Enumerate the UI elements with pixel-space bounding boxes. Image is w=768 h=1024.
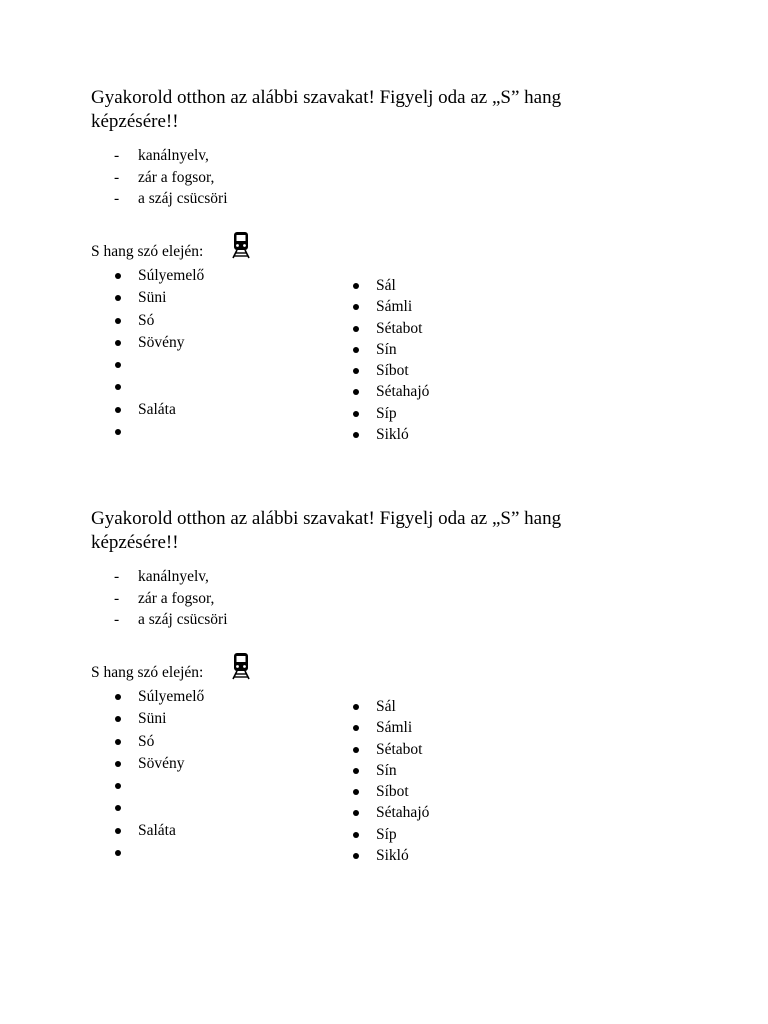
list-item — [115, 842, 204, 864]
list-item — [353, 760, 429, 781]
list-item — [353, 845, 429, 866]
exercise-block-2 — [0, 421, 768, 865]
word-text: Süni — [138, 289, 167, 307]
train-icon — [231, 231, 251, 259]
word-text: Süni — [138, 710, 167, 728]
list-item — [115, 708, 204, 730]
list-item — [115, 797, 204, 819]
instruction-text: zár a fogsor, — [138, 589, 215, 607]
word-text: Só — [138, 732, 155, 750]
instruction-list — [114, 566, 228, 631]
word-text: Sövény — [138, 333, 185, 351]
list-item — [115, 310, 204, 332]
word-text: Sín — [376, 340, 397, 358]
list-item — [115, 686, 204, 708]
word-text: Saláta — [138, 821, 176, 839]
exercise-block-1 — [0, 0, 768, 444]
instruction-text: zár a fogsor, — [138, 168, 215, 186]
instruction-item: - a száj csücsöri — [114, 190, 228, 207]
left-word-list — [115, 686, 204, 864]
instruction-text: kanálnyelv, — [138, 568, 209, 585]
exercise-heading: Gyakorold otthon az alábbi szavakat! Figyelj oda az „S” hang képzésére!! — [91, 87, 562, 132]
word-text: Sétabot — [376, 319, 423, 337]
word-text: Saláta — [138, 400, 176, 418]
word-text: Síbot — [376, 783, 409, 801]
right-word-list — [353, 696, 429, 866]
list-item — [353, 360, 429, 381]
instruction-text: kanálnyelv, — [138, 147, 209, 164]
word-text: Sikló — [376, 426, 409, 444]
instruction-item: - kanálnyelv, — [114, 568, 209, 585]
list-item — [353, 739, 429, 760]
word-text: Sámli — [376, 719, 413, 737]
list-item — [115, 354, 204, 376]
word-text: Sín — [376, 761, 397, 779]
word-text: Sál — [376, 277, 396, 294]
list-item — [115, 265, 204, 287]
list-item — [115, 332, 204, 354]
instruction-item: - a száj csücsöri — [114, 611, 228, 628]
word-text: Sövény — [138, 754, 185, 772]
word-text: Sikló — [376, 847, 409, 865]
word-text: Só — [138, 311, 155, 329]
instruction-item: - zár a fogsor, — [114, 168, 215, 186]
instruction-text: a száj csücsöri — [138, 190, 228, 207]
list-item — [115, 731, 204, 753]
instruction-item: - kanálnyelv, — [114, 147, 209, 164]
list-item — [353, 318, 429, 339]
list-item — [353, 781, 429, 802]
right-word-list — [353, 275, 429, 445]
word-text: Sétahajó — [376, 804, 430, 822]
left-word-list — [115, 265, 204, 443]
list-item — [115, 399, 204, 421]
list-item — [353, 381, 429, 402]
word-text: Súlyemelő — [138, 688, 205, 705]
word-text: Sétahajó — [376, 383, 430, 401]
instruction-item: - zár a fogsor, — [114, 589, 215, 607]
section-label: S hang szó elején: — [91, 243, 204, 260]
list-item — [115, 376, 204, 398]
list-item — [353, 717, 429, 738]
list-item — [115, 820, 204, 842]
word-text: Síp — [376, 825, 397, 843]
train-icon — [231, 652, 251, 680]
section-label: S hang szó elején: — [91, 664, 204, 681]
word-text: Sál — [376, 698, 396, 715]
list-item — [353, 275, 429, 296]
list-item — [353, 824, 429, 845]
instruction-list — [114, 145, 228, 210]
word-text: Sámli — [376, 298, 413, 316]
word-text: Síbot — [376, 362, 409, 380]
list-item — [353, 802, 429, 823]
list-item — [115, 753, 204, 775]
word-text: Sétabot — [376, 740, 423, 758]
word-text: Síp — [376, 404, 397, 422]
word-text: Súlyemelő — [138, 267, 205, 284]
list-item — [115, 287, 204, 309]
exercise-heading: Gyakorold otthon az alábbi szavakat! Figyelj oda az „S” hang képzésére!! — [91, 508, 562, 553]
list-item — [353, 696, 429, 717]
list-item — [353, 339, 429, 360]
list-item — [353, 296, 429, 317]
list-item — [115, 775, 204, 797]
instruction-text: a száj csücsöri — [138, 611, 228, 628]
